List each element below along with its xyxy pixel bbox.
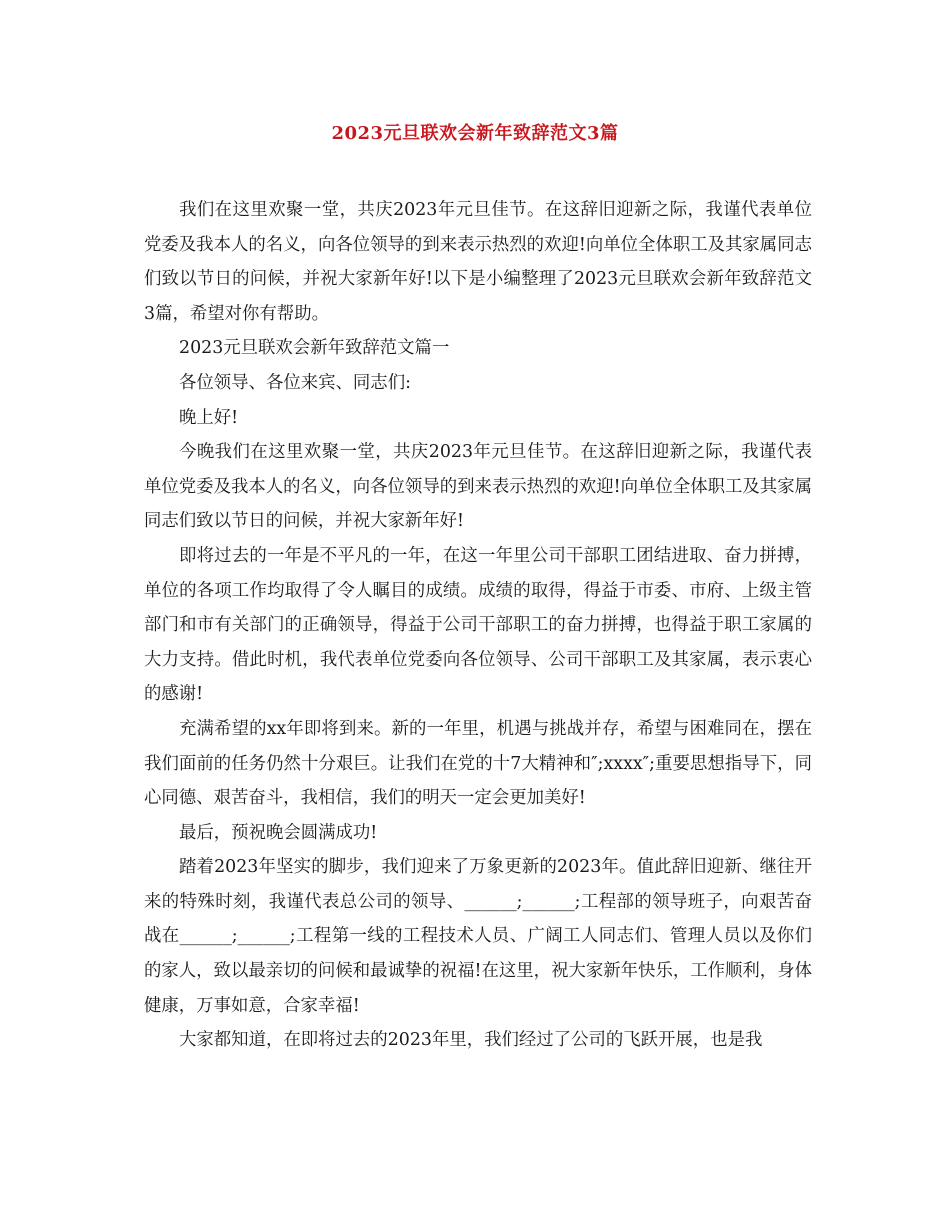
paragraph: 充满希望的xx年即将到来。新的一年里，机遇与挑战并存，希望与困难同在，摆在我们面前的任务仍然十分艰巨。让我们在党的十7大精神和″;xxxx″;重要思想指导下，同心同德、艰苦奋斗，我相信，我们的明天一定会更加美好! <box>144 718 812 809</box>
paragraph: 各位领导、各位来宾、同志们: <box>179 372 411 393</box>
document-title: 2023元旦联欢会新年致辞范文3篇 <box>331 123 619 144</box>
paragraph: 踏着2023年坚实的脚步，我们迎来了万象更新的2023年。值此辞旧迎新、继往开来的特殊时刻，我谨代表总公司的领导、______;______;工程部的领导班子，向艰苦奋战在______;______;工程第一线的工程技术人员、广阔工人同志们、管理人员以及你们的家人，致以最亲切的问候和最诚挚的祝福!在这里，祝大家新年快乐，工作顺利，身体健康，万事如意，合家幸福! <box>144 857 812 1016</box>
paragraph: 今晚我们在这里欢聚一堂，共庆2023年元旦佳节。在这辞旧迎新之际，我谨代表单位党委及我本人的名义，向各位领导的到来表示热烈的欢迎!向单位全体职工及其家属同志们致以节日的问候，并祝大家新年好! <box>144 442 812 532</box>
paragraph: 晚上好! <box>179 407 239 428</box>
paragraph: 大家都知道，在即将过去的2023年里，我们经过了公司的飞跃开展，也是我 <box>179 1030 763 1051</box>
paragraph: 我们在这里欢聚一堂，共庆2023年元旦佳节。在这辞旧迎新之际，我谨代表单位党委及我本人的名义，向各位领导的到来表示热烈的欢迎!向单位全体职工及其家属同志们致以节日的问候，并祝大家新年好!以下是小编整理了2023元旦联欢会新年致辞范文3篇，希望对你有帮助。 <box>144 200 812 324</box>
document-body <box>144 193 812 1058</box>
paragraph: 2023元旦联欢会新年致辞范文篇一 <box>179 338 450 359</box>
paragraph: 最后，预祝晚会圆满成功! <box>179 822 378 843</box>
paragraph: 即将过去的一年是不平凡的一年，在这一年里公司干部职工团结进取、奋力拼搏，单位的各项工作均取得了令人瞩目的成绩。成绩的取得，得益于市委、市府、上级主管部门和市有关部门的正确领导，得益于公司干部职工的奋力拼搏，也得益于职工家属的大力支持。借此时机，我代表单位党委向各位领导、公司干部职工及其家属，表示衷心的感谢! <box>144 545 812 705</box>
